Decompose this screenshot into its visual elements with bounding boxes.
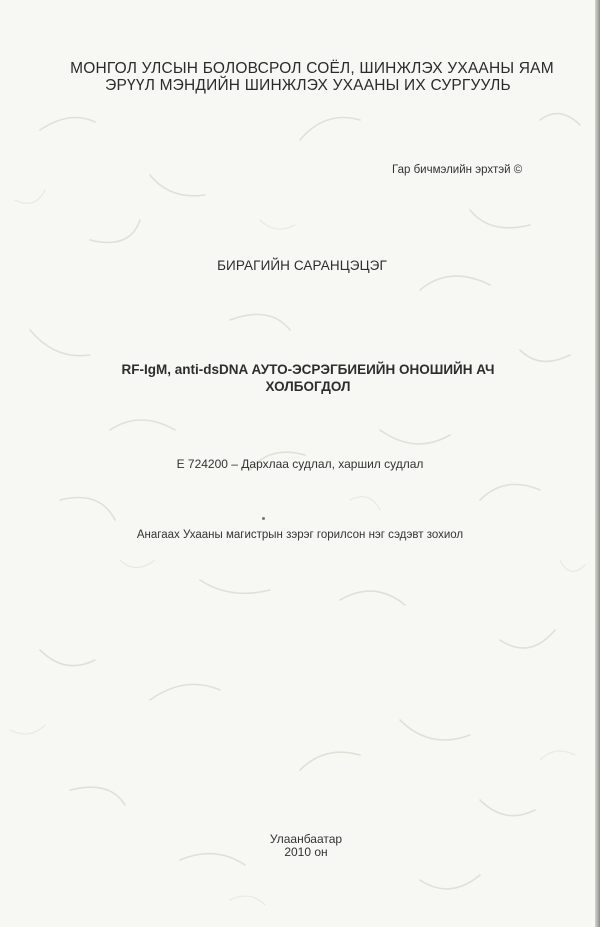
scan-speck	[262, 517, 265, 520]
publication-city: Улаанбаатар	[269, 832, 343, 846]
scan-edge-shadow	[595, 0, 600, 927]
thesis-title-line-2: ХОЛБОГДОЛ	[265, 379, 351, 394]
university-heading: ЭРҮҮЛ МЭНДИЙН ШИНЖЛЭХ УХААНЫ ИХ СУРГУУЛЬ	[105, 77, 511, 94]
degree-statement: Анагаах Ухааны магистрын зэрэг горилсон нэг сэдэвт зохиол	[136, 529, 464, 541]
author-name: БИРАГИЙН САРАНЦЭЦЭГ	[217, 258, 387, 273]
rights-notice: Гар бичмэлийн эрхтэй ©	[392, 164, 523, 176]
publication-year: 2010 он	[284, 845, 328, 859]
ministry-heading: МОНГОЛ УЛСЫН БОЛОВСРОЛ СОЁЛ, ШИНЖЛЭХ УХААНЫ ЯАМ	[70, 60, 554, 77]
specialty-code: E 724200 – Дархлаа судлал, харшил судлал	[176, 457, 424, 471]
thesis-title-line-1: RF-IgM, anti-dsDNA АУТО-ЭСРЭГБИЕИЙН ОНОШИЙН АЧ	[121, 362, 495, 377]
thesis-title	[60, 361, 556, 395]
